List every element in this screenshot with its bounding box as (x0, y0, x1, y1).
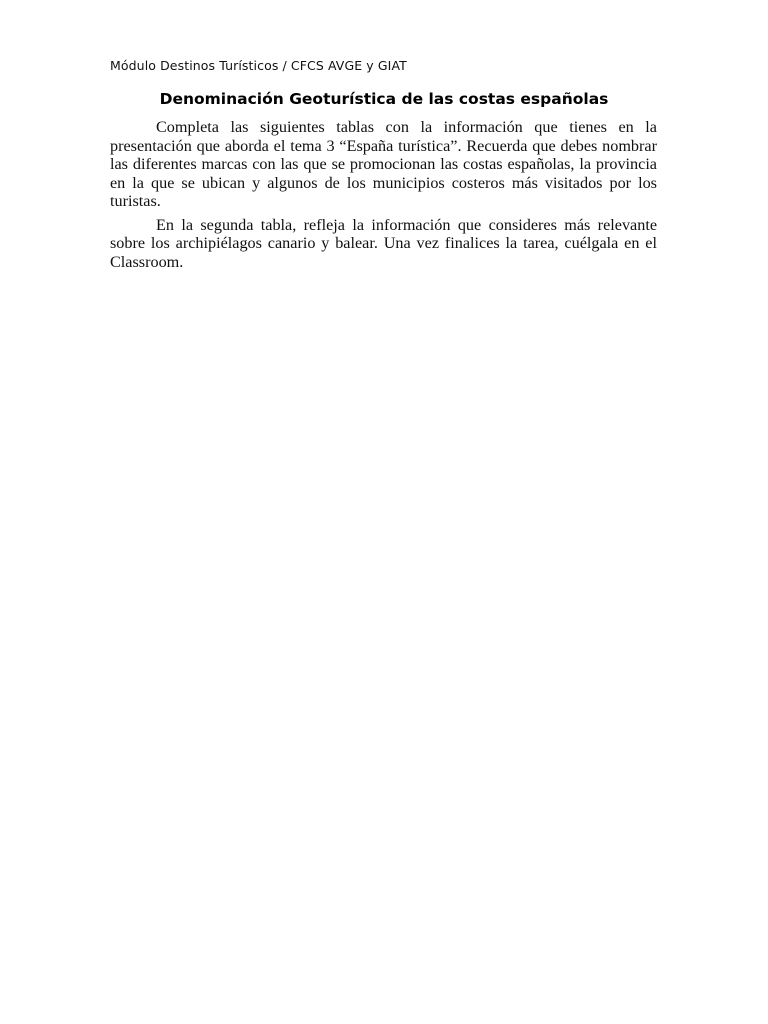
page-header: Módulo Destinos Turísticos / CFCS AVGE y GIAT (110, 58, 407, 73)
paragraph-instructions: Completa las siguientes tablas con la información que tienes en la presentación que aborda el tema 3 “España turística”. Recuerda que debes nombrar las diferentes marcas con las que se promocionan las costas españolas, la provincia en la que se ubican y algunos de los municipios costeros más visitados por los turistas. (110, 118, 657, 210)
document-body (110, 118, 657, 276)
paragraph-second-table: En la segunda tabla, refleja la información que consideres más relevante sobre los archipiélagos canario y balear. Una vez finalices la tarea, cuélgala en el Classroom. (110, 215, 657, 271)
document-title: Denominación Geoturística de las costas españolas (159, 90, 609, 108)
